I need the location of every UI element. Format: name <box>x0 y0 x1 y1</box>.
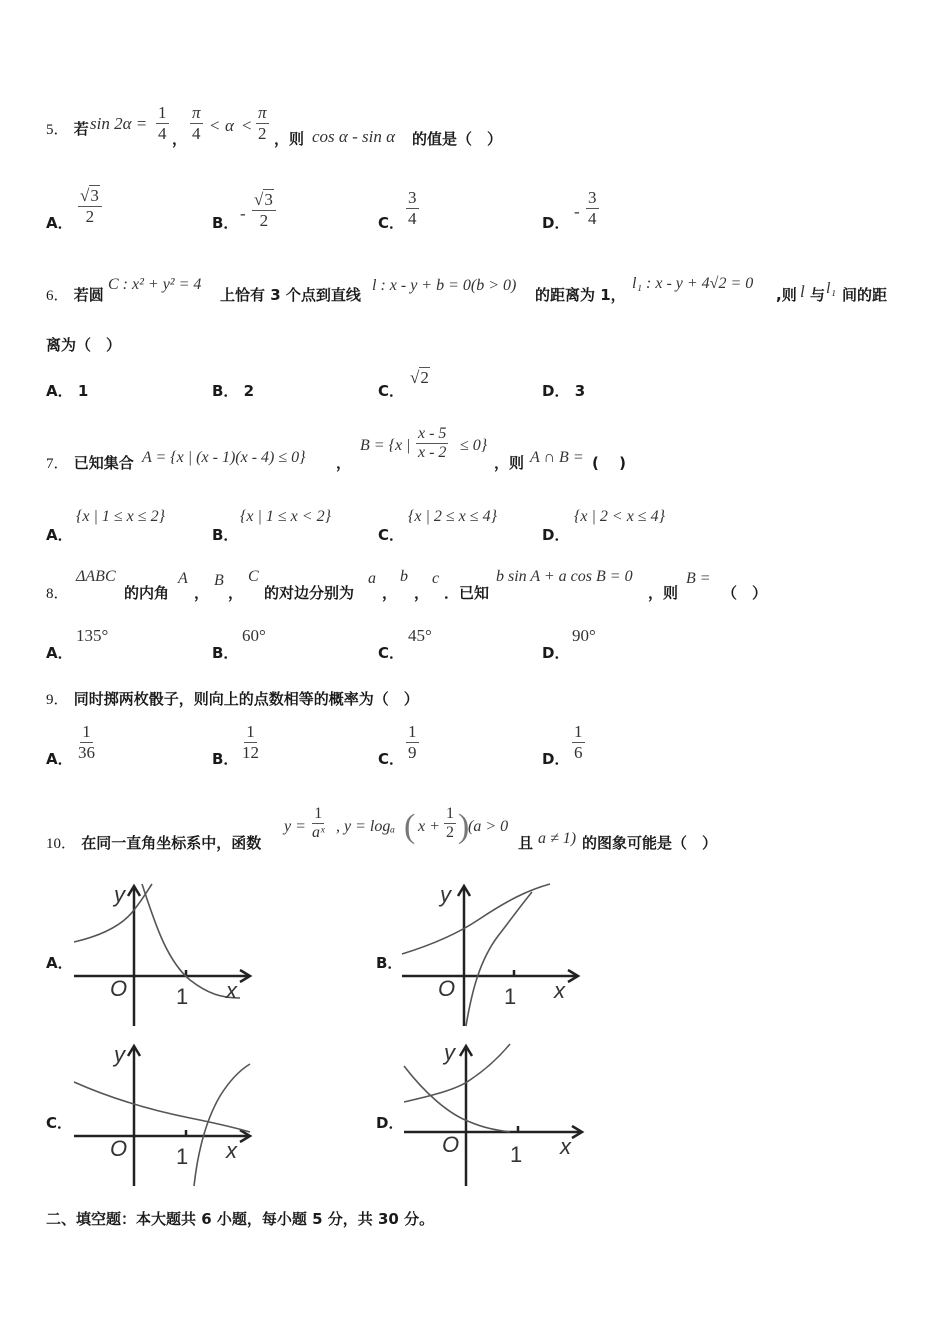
question-text: 上恰有 3 个点到直线 <box>220 286 361 304</box>
option-a-value: 135° <box>76 626 109 645</box>
math-expression: y = <box>284 818 306 835</box>
curve-exponential <box>74 884 152 942</box>
curve-exponential <box>404 1044 510 1102</box>
option-c[interactable]: C． <box>378 214 405 232</box>
option-a[interactable]: A． <box>46 750 73 768</box>
origin-label: O <box>110 976 128 1001</box>
question-9 <box>46 688 419 709</box>
math-expression: , y = logₐ <box>336 818 396 835</box>
graph-a[interactable] <box>70 880 260 1030</box>
math-expression: cos α - sin α <box>312 127 396 146</box>
option-a[interactable]: A． <box>46 644 73 662</box>
question-text: 且 <box>518 834 534 852</box>
option-b[interactable]: B． 2 <box>212 382 255 400</box>
question-text: （ ） <box>722 584 768 602</box>
question-text: 的值是（ ） <box>412 130 503 148</box>
question-5 <box>46 118 89 139</box>
fraction: $\frac{x - 5}{x - 2}$ <box>418 425 447 462</box>
option-b[interactable]: B． <box>212 214 239 232</box>
graph-b[interactable] <box>398 880 588 1030</box>
axis-label-y: y <box>114 882 125 907</box>
question-number: 8． <box>46 586 69 602</box>
curve-exponential <box>402 884 550 954</box>
question-text: 在同一直角坐标系中，函数 <box>81 834 262 852</box>
math-symbol: - <box>574 202 580 221</box>
punctuation: ， <box>382 584 398 602</box>
question-text-continued: 离为（ ） <box>46 336 122 354</box>
question-text: ，则 <box>494 454 525 472</box>
math-expression: l : x - y + b = 0(b > 0) <box>372 277 517 294</box>
punctuation: ， <box>228 584 244 602</box>
math-expression: C : x² + y² = 4 <box>108 276 202 293</box>
math-symbol: < <box>242 116 252 135</box>
math-variable: B <box>214 572 224 589</box>
question-number: 6． <box>46 288 69 304</box>
question-text: 若圆 <box>73 286 104 304</box>
math-expression: A = {x | (x - 1)(x - 4) ≤ 0} <box>142 449 306 466</box>
fraction: $\frac{\pi}{2}$ <box>258 103 267 143</box>
math-expression: b sin A + a cos B = 0 <box>496 568 633 585</box>
math-symbol: < <box>210 116 220 135</box>
graph-option-d[interactable]: D． <box>376 1114 404 1132</box>
question-text: ．已知 <box>444 584 490 602</box>
math-expression: ΔABC <box>76 568 116 585</box>
math-expression: ≤ 0} <box>460 437 488 454</box>
math-symbol: - <box>240 204 246 223</box>
math-expression: A ∩ B = <box>530 449 584 466</box>
option-c-value: √2 <box>410 368 429 387</box>
axis-label-x: x <box>554 978 565 1003</box>
option-a[interactable]: A． <box>46 526 73 544</box>
origin-label: O <box>438 976 456 1001</box>
option-b-value: {x | 1 ≤ x < 2} <box>240 508 331 525</box>
tick-label: 1 <box>176 984 189 1009</box>
question-text: ，则 <box>648 584 679 602</box>
axis-label-y: y <box>440 882 451 907</box>
axis-label-x: x <box>226 1138 237 1163</box>
option-a[interactable]: A． 1 <box>46 382 89 400</box>
option-b-value: 60° <box>242 626 266 645</box>
punctuation: ， <box>194 584 210 602</box>
math-expression: B = <box>686 570 711 587</box>
question-number: 5． <box>46 122 69 138</box>
option-d-value: {x | 2 < x ≤ 4} <box>574 508 665 525</box>
punctuation: ， <box>414 584 430 602</box>
option-c[interactable]: C． <box>378 382 405 400</box>
option-a-value: $\frac{√3}{2}$ <box>78 186 102 226</box>
option-c-value: {x | 2 ≤ x ≤ 4} <box>408 508 497 525</box>
question-text: 的内角 <box>124 584 170 602</box>
math-variable: C <box>248 568 259 585</box>
option-c[interactable]: C． <box>378 750 405 768</box>
option-d-value: 90° <box>572 626 596 645</box>
question-text: ( ) <box>592 454 626 472</box>
math-variable: A <box>178 570 188 587</box>
fraction: $\frac{1}{4}$ <box>158 103 167 143</box>
option-d[interactable]: D． 3 <box>542 382 586 400</box>
option-d[interactable]: D． <box>542 526 570 544</box>
option-d-value: $\frac{1}{6}$ <box>574 722 583 762</box>
tick-label: 1 <box>176 1144 189 1169</box>
question-text: 同时掷两枚骰子，则向上的点数相等的概率为（ ） <box>73 690 419 708</box>
tick-label: 1 <box>504 984 517 1009</box>
fraction: $\frac{\pi}{4}$ <box>192 103 201 143</box>
question-8 <box>46 582 69 603</box>
option-b[interactable]: B． <box>212 526 239 544</box>
option-d[interactable]: D． <box>542 750 570 768</box>
question-6 <box>46 284 104 305</box>
graph-c[interactable] <box>70 1040 260 1190</box>
math-expression: l₁ : x - y + 4√2 = 0 <box>632 275 754 292</box>
punctuation: ， <box>172 130 188 148</box>
graph-option-c[interactable]: C． <box>46 1114 73 1132</box>
option-c-value: 45° <box>408 626 432 645</box>
question-text: ,则 <box>776 286 797 304</box>
axis-label-x: x <box>560 1134 571 1159</box>
option-d-value: $\frac{3}{4}$ <box>588 188 597 228</box>
question-text: 已知集合 <box>73 454 134 472</box>
axis-label-x: x <box>226 978 237 1003</box>
axis-label-y: y <box>114 1042 125 1067</box>
math-expression: (a > 0 <box>468 818 509 835</box>
option-b[interactable]: B． <box>212 644 239 662</box>
question-text: 的对边分别为 <box>264 584 355 602</box>
option-a-value: $\frac{1}{36}$ <box>78 722 95 762</box>
math-expression: sin 2α = <box>90 114 148 133</box>
option-b-value: $\frac{√3}{2}$ <box>252 190 276 230</box>
axis-label-y: y <box>444 1040 455 1065</box>
question-text: 间的距 <box>842 286 888 304</box>
tick-label: 1 <box>510 1142 523 1167</box>
option-c[interactable]: C． <box>378 644 405 662</box>
graph-option-a[interactable]: A． <box>46 954 73 972</box>
question-text: 的图象可能是（ ） <box>582 834 718 852</box>
option-d[interactable]: D． <box>542 214 570 232</box>
question-text: 若 <box>73 120 89 138</box>
option-b[interactable]: B． <box>212 750 239 768</box>
math-variable: l <box>800 282 805 301</box>
origin-label: O <box>110 1136 128 1161</box>
question-number: 9． <box>46 692 69 708</box>
math-expression: a ≠ 1) <box>538 830 577 847</box>
option-d[interactable]: D． <box>542 644 570 662</box>
curve-logarithmic <box>466 892 532 1026</box>
math-variable: b <box>400 568 408 585</box>
math-variable: l₁ <box>826 280 837 297</box>
question-number: 7． <box>46 456 69 472</box>
punctuation: ， <box>336 454 352 472</box>
math-variable: c <box>432 570 440 587</box>
math-variable: a <box>368 570 376 587</box>
graph-option-b[interactable]: B． <box>376 954 403 972</box>
question-number: 10． <box>46 836 77 852</box>
fraction: $\frac{1}{\text{aˣ}}$ <box>312 805 325 842</box>
math-variable: α <box>225 116 234 135</box>
option-b-value: $\frac{1}{12}$ <box>242 722 259 762</box>
option-c[interactable]: C． <box>378 526 405 544</box>
math-expression: x + <box>418 818 440 835</box>
question-text: ，则 <box>274 130 305 148</box>
question-7 <box>46 452 134 473</box>
graph-d[interactable] <box>400 1040 590 1190</box>
origin-label: O <box>442 1132 460 1157</box>
question-text: 的距离为 1， <box>535 286 626 304</box>
section-heading: 二、填空题：本大题共 6 小题，每小题 5 分，共 30 分。 <box>46 1210 435 1228</box>
math-expression: B = {x | <box>360 437 411 454</box>
option-a[interactable]: A． <box>46 214 73 232</box>
question-10 <box>46 832 261 853</box>
option-c-value: $\frac{3}{4}$ <box>408 188 417 228</box>
option-a-value: {x | 1 ≤ x ≤ 2} <box>76 508 165 525</box>
fraction: $\frac{1}{2}$ <box>446 805 454 842</box>
option-c-value: $\frac{1}{9}$ <box>408 722 417 762</box>
question-text: 与 <box>810 286 826 304</box>
